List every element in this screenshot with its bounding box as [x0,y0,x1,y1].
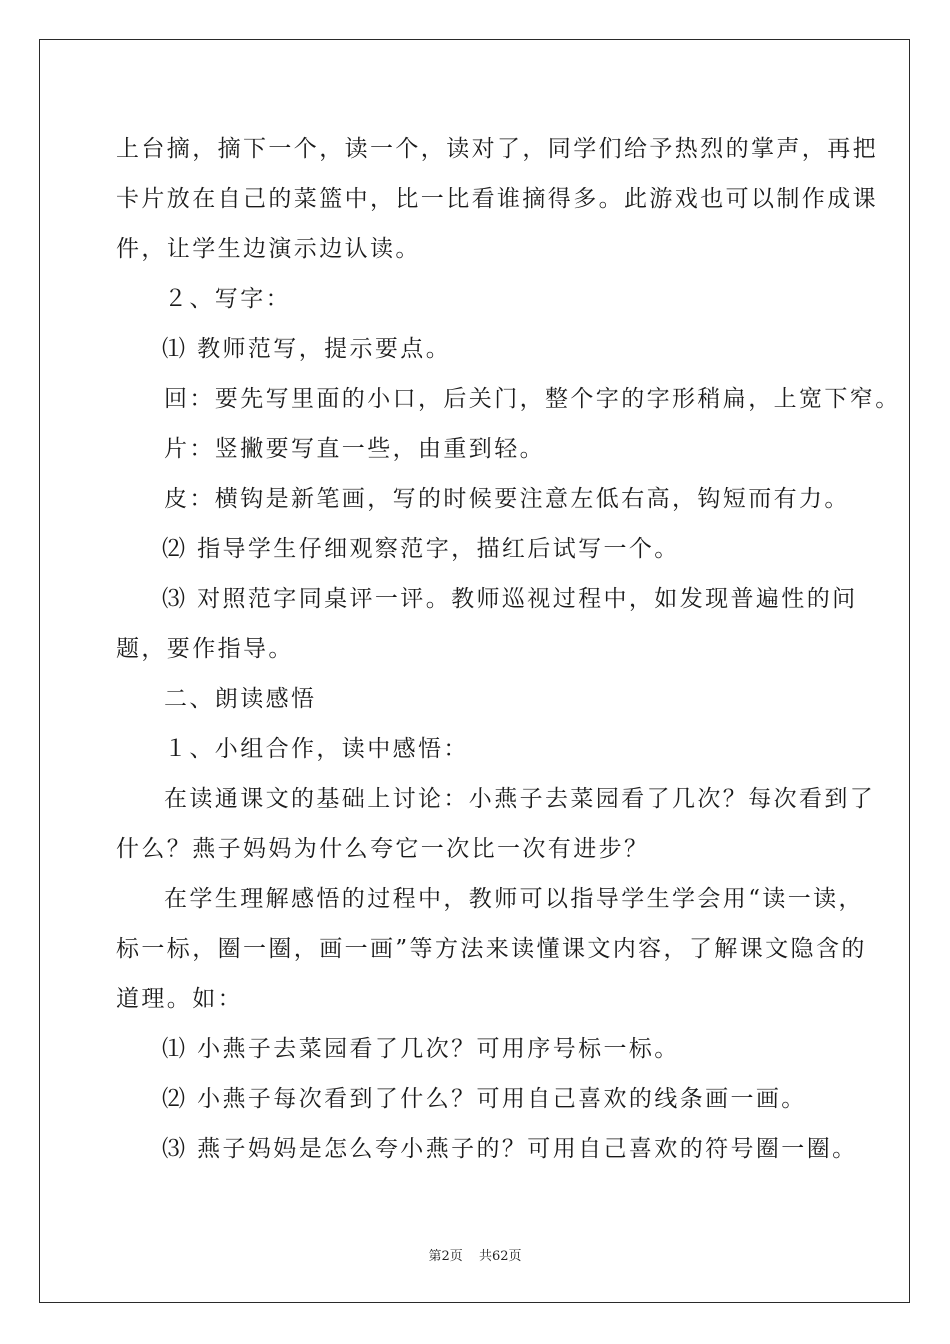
list-item: ⑴ 小燕子去菜园看了几次？可用序号标一标。 [162,1036,680,1062]
paragraph-line: 件，让学生边演示边认读。 [116,236,421,262]
document-body [116,124,901,1174]
list-item: ⑶ 燕子妈妈是怎么夸小燕子的？可用自己喜欢的符号圈一圈。 [162,1136,858,1162]
paragraph-line: 在学生理解感悟的过程中，教师可以指导学生学会用“读一读， [164,886,864,912]
page-number: 第2页 [428,1249,463,1264]
paragraph-line: 上台摘，摘下一个，读一个，读对了，同学们给予热烈的掌声，再把 [116,136,878,162]
list-item: ⑵ 小燕子每次看到了什么？可用自己喜欢的线条画一画。 [162,1086,807,1112]
list-item: ⑴ 教师范写，提示要点。 [162,336,452,362]
paragraph-line: 片：竖撇要写直一些，由重到轻。 [164,436,545,462]
paragraph-line: 皮：横钩是新笔画，写的时候要注意左低右高，钩短而有力。 [164,486,850,512]
section-heading: 二、朗读感悟 [164,686,317,712]
paragraph-line: 标一标，圈一圈，画一画”等方法来读懂课文内容，了解课文隐含的 [116,936,867,962]
section-heading: ２、写字： [164,286,291,312]
paragraph-line: 道理。如： [116,986,243,1012]
paragraph-line: 在读通课文的基础上讨论：小燕子去菜园看了几次？每次看到了 [164,786,876,812]
paragraph-line: 题，要作指导。 [116,636,294,662]
paragraph-line: 卡片放在自己的菜篮中，比一比看谁摘得多。此游戏也可以制作成课 [116,186,878,212]
paragraph-line: 回：要先写里面的小口，后关门，整个字的字形稍扁，上宽下窄。 [164,386,901,412]
paragraph-line: 什么？燕子妈妈为什么夸它一次比一次有进步？ [116,836,650,862]
list-item: ⑶ 对照范字同桌评一评。教师巡视过程中，如发现普遍性的问 [162,586,858,612]
page-footer [0,1245,950,1264]
list-item: ⑵ 指导学生仔细观察范字，描红后试写一个。 [162,536,680,562]
page-total: 共62页 [478,1249,522,1264]
section-heading: １、小组合作，读中感悟： [164,736,469,762]
